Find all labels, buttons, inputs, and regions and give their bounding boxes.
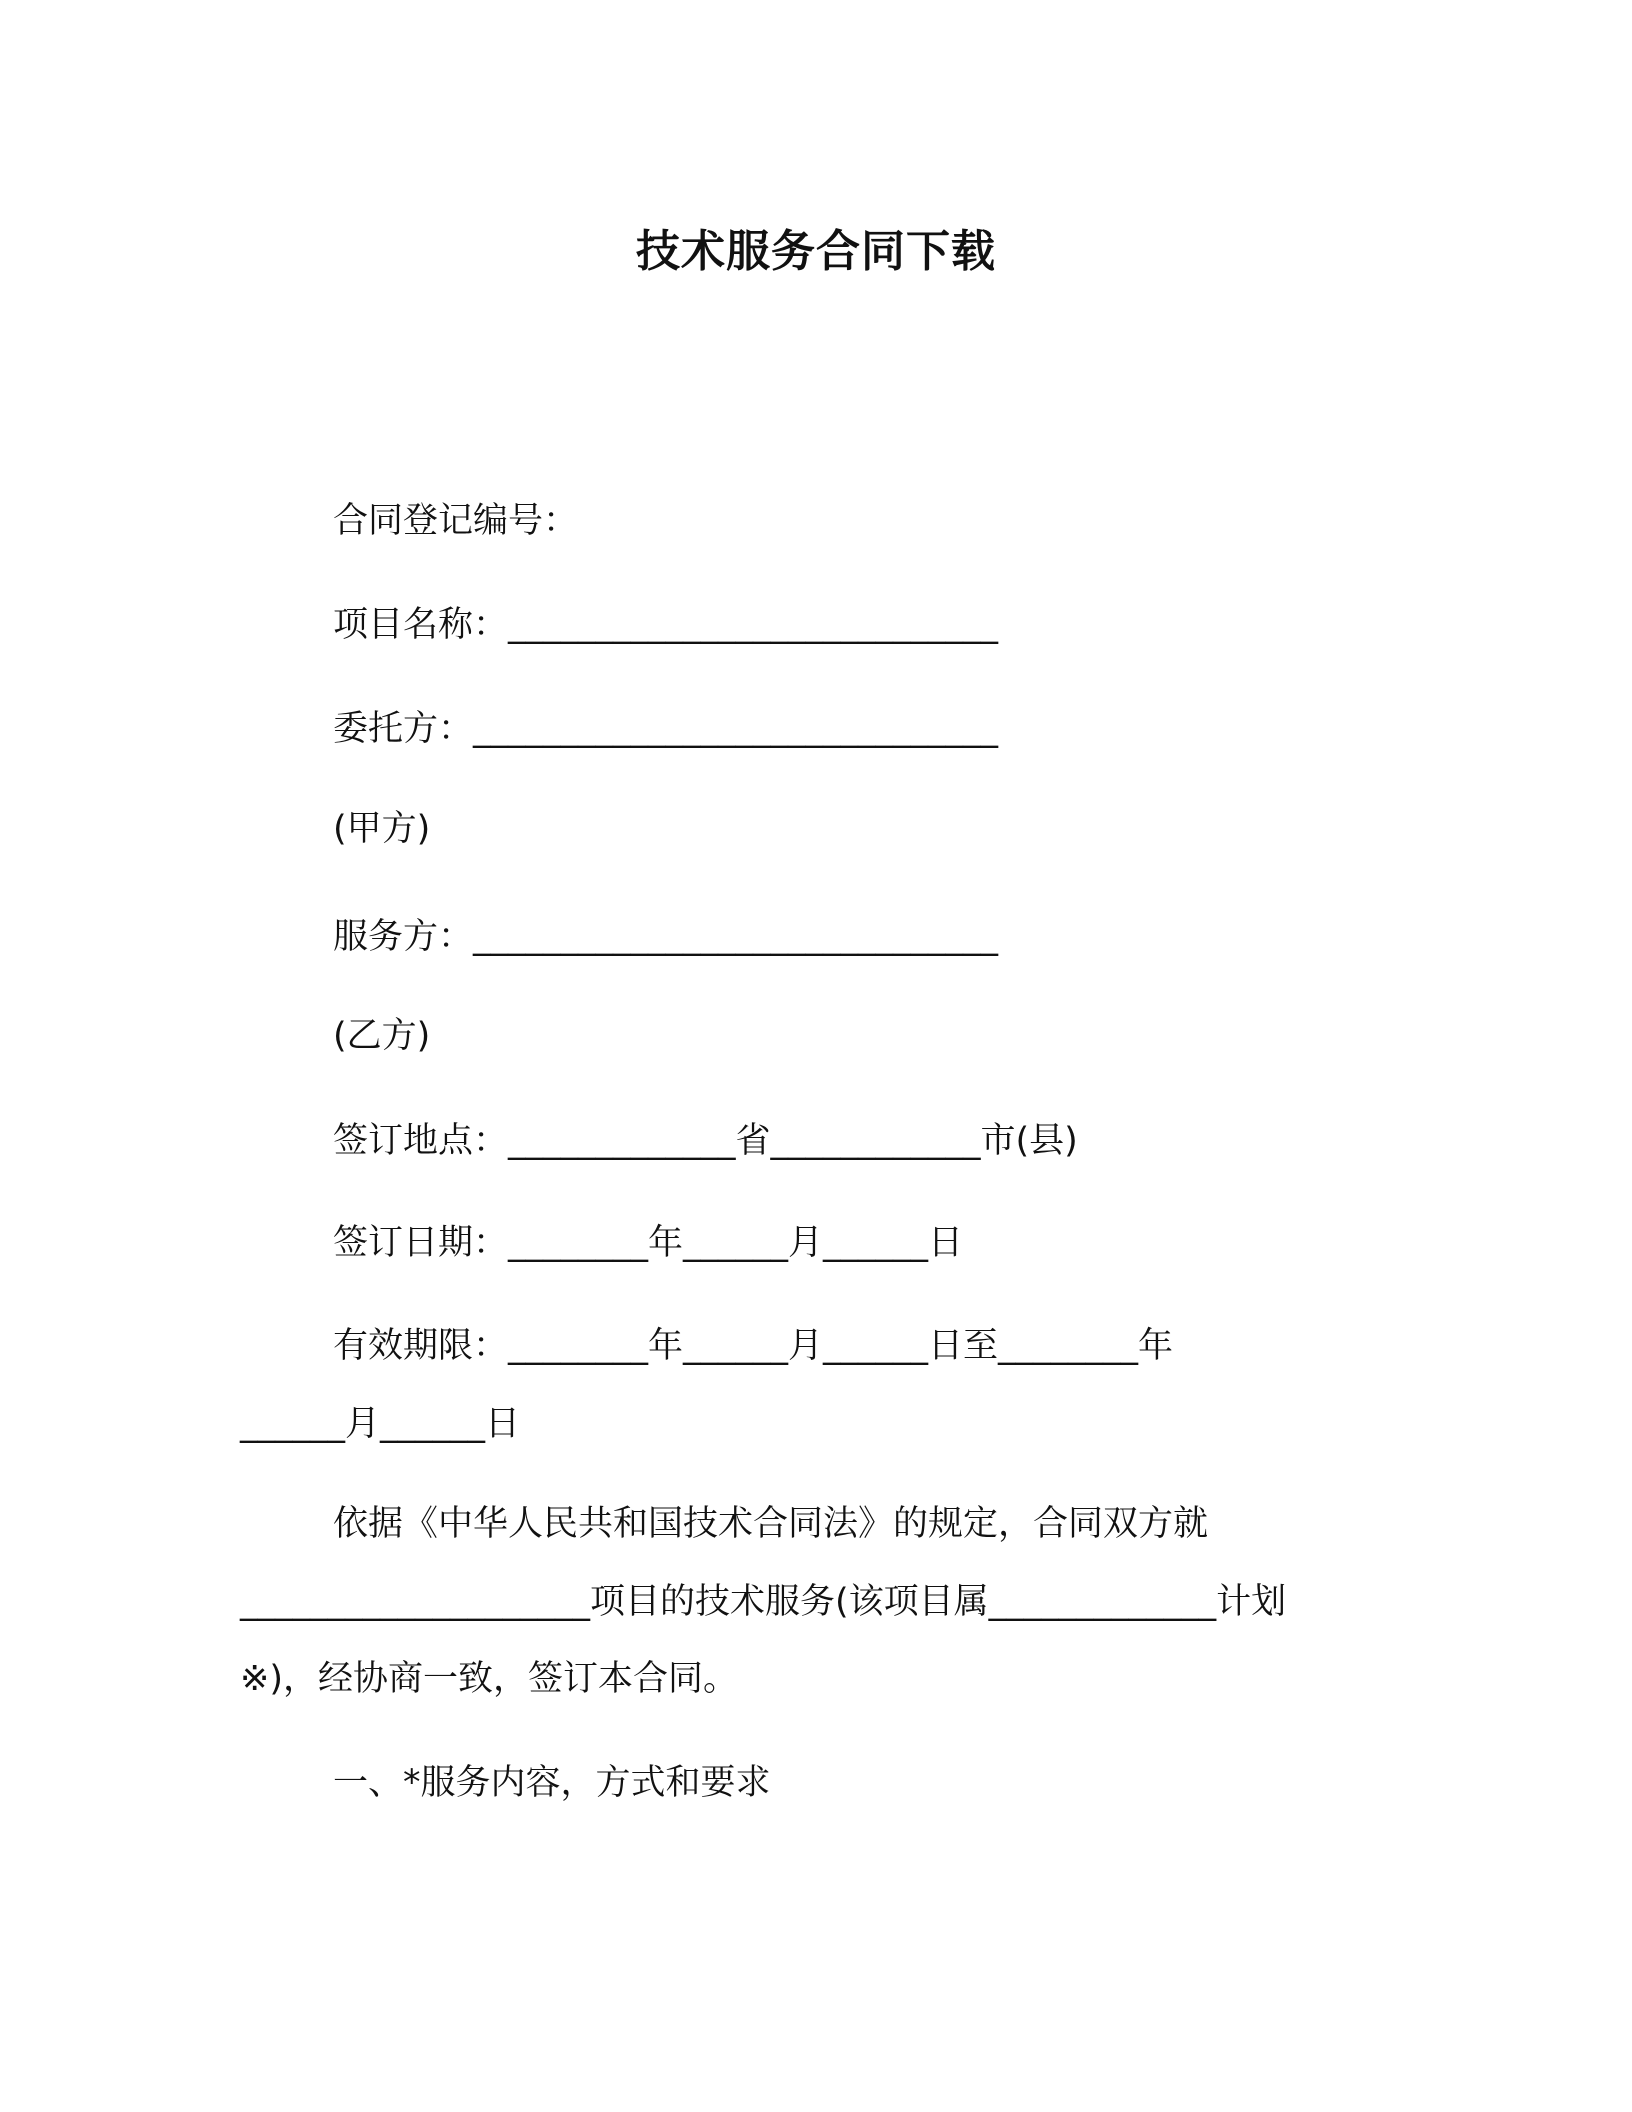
provider-role-label: (乙方) [333, 1016, 431, 1056]
sign-place-field: 签订地点：_____________省____________市(县) [333, 1121, 1078, 1161]
preamble-line-2: ____________________项目的技术服务(该项目属_____________计划 [240, 1582, 1287, 1622]
project-name-field: 项目名称：____________________________ [333, 605, 999, 645]
section-1-heading: 一、*服务内容，方式和要求 [333, 1763, 771, 1803]
client-field: 委托方：______________________________ [333, 709, 999, 749]
document-title: 技术服务合同下载 [636, 226, 996, 277]
provider-field: 服务方：______________________________ [333, 917, 999, 957]
validity-period-line-2: ______月______日 [240, 1404, 521, 1444]
registration-number-field: 合同登记编号： [333, 501, 579, 541]
preamble-line-1: 依据《中华人民共和国技术合同法》的规定，合同双方就 [333, 1504, 1209, 1544]
validity-period-line-1: 有效期限：________年______月______日至________年 [333, 1326, 1174, 1366]
client-role-label: (甲方) [333, 809, 431, 849]
preamble-line-3: ※)，经协商一致，签订本合同。 [240, 1659, 738, 1699]
sign-date-field: 签订日期：________年______月______日 [333, 1223, 964, 1263]
